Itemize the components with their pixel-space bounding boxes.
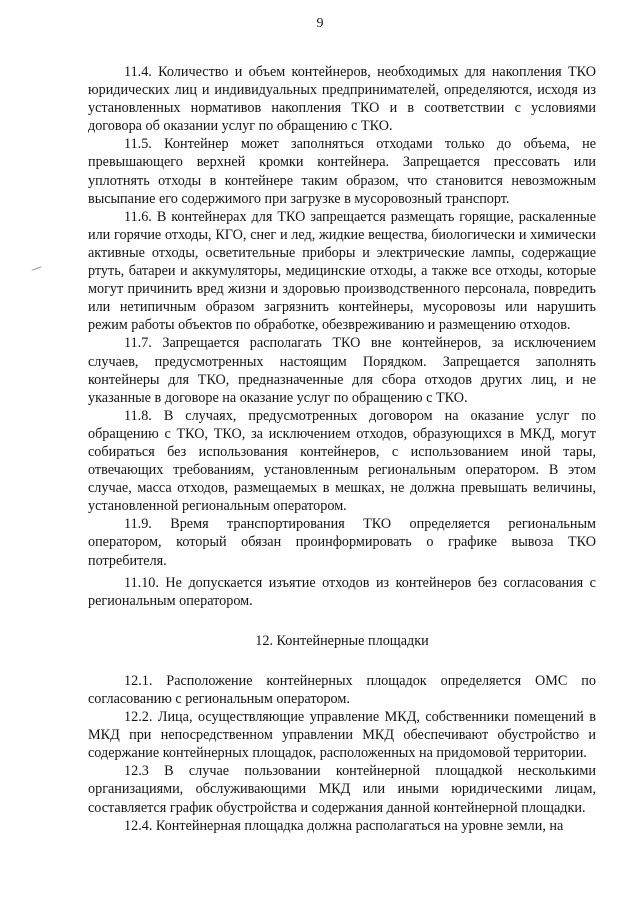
paragraph-12-3: 12.3 В случае пользовании контейнерной площадкой несколькими организациями, обслуживающими МКД или иными юридическими лицам, составляется график обустройства и содержания данной контейнерной площадки. (88, 763, 596, 816)
page-number: 9 (316, 16, 324, 31)
paragraph-11-6: 11.6. В контейнерах для ТКО запрещается размещать горящие, раскаленные или горячие отходы, КГО, снег и лед, жидкие вещества, биологически и химически активные отходы, осветительные приборы и электрические лампы, содержащие ртуть, батареи и аккумуляторы, медицинские отходы, а также все отходы, которые могут причинить вред жизни и здоровью производственного персонала, повредить или нетипичным образом загрязнить контейнеры, мусоровозы или нарушить режим работы объектов по обработке, обезвреживанию и размещению отходов. (88, 208, 596, 334)
paragraph-12-1: 12.1. Расположение контейнерных площадок определяется ОМС по согласованию с региональным оператором. (88, 672, 596, 707)
section-heading: 12. Контейнерные площадки (255, 632, 429, 649)
scan-artifact-mark (32, 266, 43, 273)
paragraph-11-8: 11.8. В случаях, предусмотренных договором на оказание услуг по обращению с ТКО, ТКО, за исключением отходов, образующихся в МКД, могут собираться без использования контейнеров, с использованием иной тары, отвечающих требованиям, установленным региональным оператором. В этом случае, масса отходов, размещаемых в мешках, не должна превышать величины, установленной региональным оператором. (88, 407, 596, 515)
paragraph-11-7: 11.7. Запрещается располагать ТКО вне контейнеров, за исключением случаев, предусмотренных настоящим Порядком. Запрещается заполнять контейнеры для ТКО, предназначенные для сбора отходов других лиц, и не указанные в договоре на оказание услуг по обращению с ТКО. (88, 335, 596, 406)
paragraph-11-5: 11.5. Контейнер может заполняться отходами только до объема, не превышающего верхней кромки контейнера. Запрещается прессовать или уплотнять отходы в контейнере таким образом, что становится невозможным высыпание его содержимого при загрузке в мусоровозный транспорт. (88, 136, 596, 207)
paragraph-11-4: 11.4. Количество и объем контейнеров, необходимых для накопления ТКО юридических лиц и индивидуальных предпринимателей, определяются, исходя из установленных нормативов накопления ТКО и в соответствии с условиями договора об оказании услуг по обращению с ТКО. (88, 64, 596, 135)
page-body (88, 63, 596, 835)
paragraph-12-4: 12.4. Контейнерная площадка должна располагаться на уровне земли, на (124, 817, 564, 834)
paragraph-11-9: 11.9. Время транспортирования ТКО определяется региональным оператором, который обязан проинформировать о графике вывоза ТКО потребителя. (88, 516, 596, 569)
paragraph-11-10: 11.10. Не допускается изъятие отходов из контейнеров без согласования с региональным оператором. (88, 574, 596, 609)
paragraph-12-2: 12.2. Лица, осуществляющие управление МКД, собственники помещений в МКД при непосредственном управлении МКД обеспечивают обустройство и содержание контейнерных площадок, расположенных на придомовой территории. (88, 709, 596, 762)
